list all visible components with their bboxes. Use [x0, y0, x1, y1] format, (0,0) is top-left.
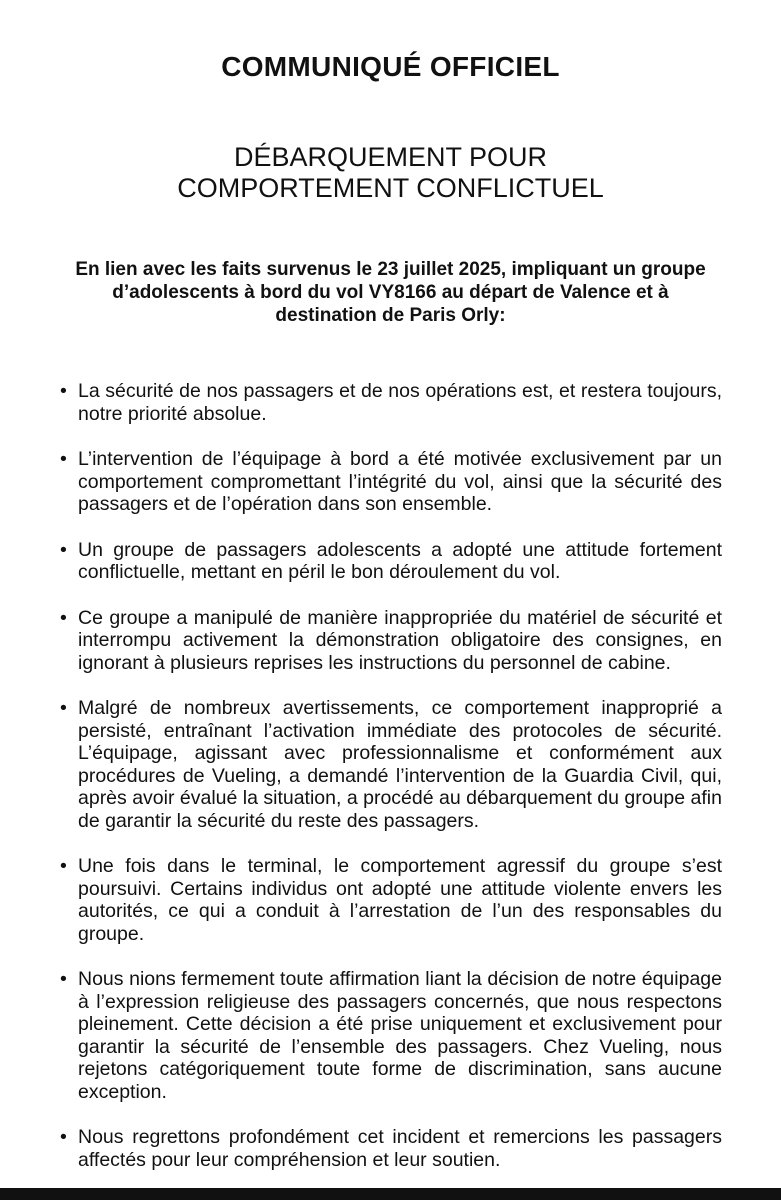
list-item	[60, 539, 722, 584]
list-item	[60, 1126, 722, 1171]
bullet-marker: •	[60, 448, 67, 470]
list-item	[60, 968, 722, 1103]
bullet-marker: •	[60, 855, 67, 877]
list-item	[60, 380, 722, 425]
bullet-marker: •	[60, 538, 67, 561]
bullet-marker: •	[60, 697, 67, 719]
document-title: COMMUNIQUÉ OFFICIEL	[221, 51, 560, 82]
list-item	[60, 448, 722, 516]
document-subtitle	[0, 142, 781, 204]
bullet-list	[60, 380, 722, 1194]
bullet-text: L’intervention de l’équipage à bord a été motivée exclusivement par un comportement compromettant l’intégrité du vol, ainsi que la sécurité des passagers et de l’opération dans son ensemble.	[78, 448, 722, 515]
bullet-text: Nous nions fermement toute affirmation liant la décision de notre équipage à l’expression religieuse des passagers concernés, que nous respectons pleinement. Cette décision a été prise uniquement et exclusivement pour garantir la sécurité de l’ensemble des passagers. Chez Vueling, nous rejetons catégoriquement toute forme de discrimination, sans aucune exception.	[78, 968, 722, 1103]
bullet-text: Malgré de nombreux avertissements, ce comportement inapproprié a persisté, entraînant l’activation immédiate des protocoles de sécurité. L’équipage, agissant avec professionnalisme et conformément aux procédures de Vueling, a demandé l’intervention de la Guardia Civil, qui, après avoir évalué la situation, a procédé au débarquement du groupe afin de garantir la sécurité du reste des passagers.	[78, 697, 722, 832]
bullet-text: Une fois dans le terminal, le comportement agressif du groupe s’est poursuivi. Certains individus ont adopté une attitude violente envers les autorités, ce qui a conduit à l’arrestation de l’un des responsables du groupe.	[78, 855, 722, 945]
intro-paragraph: En lien avec les faits survenus le 23 juillet 2025, impliquant un groupe d’adolescents à bord du vol VY8166 au départ de Valence et à destination de Paris Orly:	[75, 259, 706, 326]
bottom-border-bar	[0, 1188, 781, 1200]
bullet-text: La sécurité de nos passagers et de nos opérations est, et restera toujours, notre priorité absolue.	[78, 380, 722, 425]
subtitle-line-2: COMPORTEMENT CONFLICTUEL	[177, 173, 604, 203]
list-item	[60, 855, 722, 945]
bullet-text: Ce groupe a manipulé de manière inappropriée du matériel de sécurité et interrompu activement la démonstration obligatoire des consignes, en ignorant à plusieurs reprises les instructions du personnel de cabine.	[78, 606, 722, 674]
list-item	[60, 607, 722, 675]
list-item	[60, 697, 722, 832]
bullet-marker: •	[60, 968, 67, 990]
bullet-text: Un groupe de passagers adolescents a adopté une attitude fortement conflictuelle, mettant en péril le bon déroulement du vol.	[78, 538, 722, 583]
bullet-marker: •	[60, 606, 67, 629]
subtitle-line-1: DÉBARQUEMENT POUR	[233, 142, 548, 172]
bullet-text: Nous regrettons profondément cet incident et remercions les passagers affectés pour leur compréhension et leur soutien.	[78, 1126, 722, 1171]
bullet-marker: •	[60, 380, 67, 402]
bullet-marker: •	[60, 1126, 67, 1148]
